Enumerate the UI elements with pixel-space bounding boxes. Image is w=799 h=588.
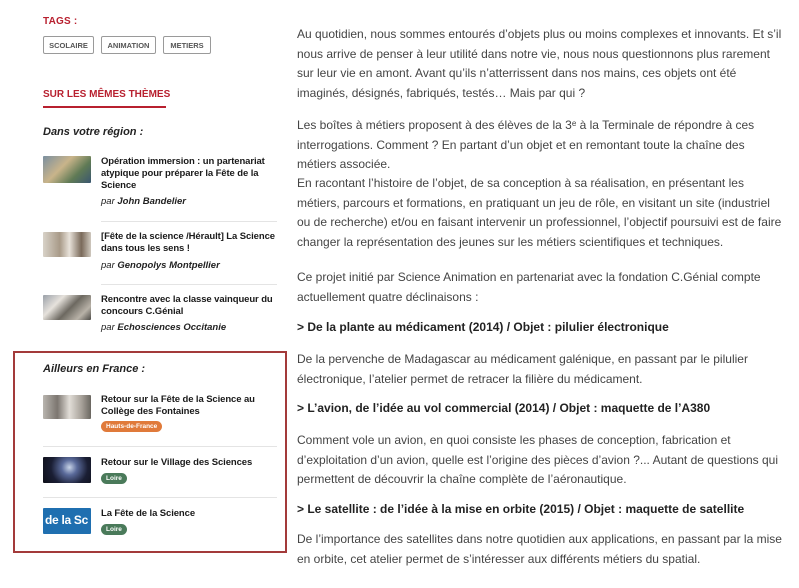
author-prefix: par (101, 260, 115, 271)
article-thumbnail[interactable] (43, 508, 91, 534)
region-badge[interactable]: Loire (101, 524, 127, 535)
paragraph: De la pervenche de Madagascar au médicament galénique, en passant par le pilulier électronique, l’atelier permet de retracer la filière du médicament. (297, 352, 748, 386)
region-badge[interactable]: Loire (101, 473, 127, 484)
region-item-author (101, 196, 186, 207)
region-item-author (101, 260, 220, 271)
divider (101, 284, 277, 285)
region-item-title[interactable]: [Fête de la science /Hérault] La Science dans tous les sens ! (101, 231, 275, 254)
divider (43, 446, 277, 447)
tag-metiers[interactable]: METIERS (163, 36, 211, 54)
paragraph: Les boîtes à métiers proposent à des élèves de la 3ᵉ à la Terminale de répondre à ces interrogations. Comment ? En partant d’un objet et en remontant toute la chaîne des métiers associée. (297, 118, 755, 171)
workshop-heading: > L’avion, de l’idée au vol commercial (2014) / Objet : maquette de l’A380 (297, 401, 711, 415)
section-underline (43, 106, 166, 108)
author-name: Echosciences Occitanie (117, 322, 227, 333)
region-badge[interactable]: Hauts-de-France (101, 421, 162, 432)
france-group-title: Ailleurs en France : (43, 363, 146, 375)
article-thumbnail[interactable] (43, 232, 91, 257)
author-prefix: par (101, 322, 115, 333)
author-name: Genopolys Montpellier (117, 260, 220, 271)
france-item-title[interactable]: Retour sur le Village des Sciences (101, 457, 253, 468)
region-item-title[interactable]: Opération immersion : un partenariat atypique pour préparer la Fête de la Science (101, 156, 265, 191)
paragraph: Comment vole un avion, en quoi consiste les phases de conception, fabrication et d’exploitation d’un avion, quelle est l’origine des pièces d’avion ?... Autant de questions qui permettent de découvrir la chaîne complète de l’aéronautique. (297, 433, 778, 486)
tags-label: TAGS : (43, 16, 78, 27)
workshop-heading: > Le satellite : de l’idée à la mise en orbite (2015) / Objet : maquette de satellite (297, 502, 745, 516)
paragraph: De l’importance des satellites dans notre quotidien aux applications, en passant par la mise en orbite, cet atelier permet de s’intéresser aux différents métiers du spatial. (297, 532, 782, 566)
thumbnail-text: de la Sc (45, 513, 88, 527)
author-name: John Bandelier (117, 196, 186, 207)
workshop-heading: > De la plante au médicament (2014) / Objet : pilulier électronique (297, 320, 669, 334)
article-thumbnail[interactable] (43, 295, 91, 320)
author-prefix: par (101, 196, 115, 207)
related-section-title: SUR LES MÊMES THÈMES (43, 89, 171, 100)
sidebar (0, 0, 290, 588)
paragraph: Ce projet initié par Science Animation en partenariat avec la fondation C.Génial compte actuellement quatre déclinaisons : (297, 270, 761, 304)
region-item-title[interactable]: Rencontre avec la classe vainqueur du concours C.Génial (101, 294, 273, 317)
paragraph: En racontant l’histoire de l’objet, de sa conception à sa réalisation, en présentant les métiers, parcours et formations, en pratiquant un jeu de rôle, en visitant un site (industriel ou de recherche) et/ou en faisant intervenir un professionnel, l’objectif poursuivi est de faire changer la représentation des jeunes sur les métiers scientifiques et techniques. (297, 176, 782, 249)
article-thumbnail[interactable] (43, 156, 91, 183)
tag-animation[interactable]: ANIMATION (101, 36, 156, 54)
divider (101, 221, 277, 222)
france-item-title[interactable]: Retour sur la Fête de la Science au Collège des Fontaines (101, 394, 255, 417)
divider (43, 497, 277, 498)
paragraph: Au quotidien, nous sommes entourés d’objets plus ou moins complexes et innovants. Et s’il nous arrive de penser à leur utilité dans notre vie, nous nous questionnons plus rarement sur leur vie en amont. Avant qu’ils n’atterrissent dans nos mains, ces objets ont été imaginés, désignés, fabriqués, testés… Mais par qui ? (297, 27, 782, 100)
region-item-author (101, 322, 226, 333)
article-thumbnail[interactable] (43, 457, 91, 483)
article-thumbnail[interactable] (43, 395, 91, 419)
france-item-title[interactable]: La Fête de la Science (101, 508, 195, 519)
tag-scolaire[interactable]: SCOLAIRE (43, 36, 94, 54)
region-group-title: Dans votre région : (43, 126, 144, 138)
